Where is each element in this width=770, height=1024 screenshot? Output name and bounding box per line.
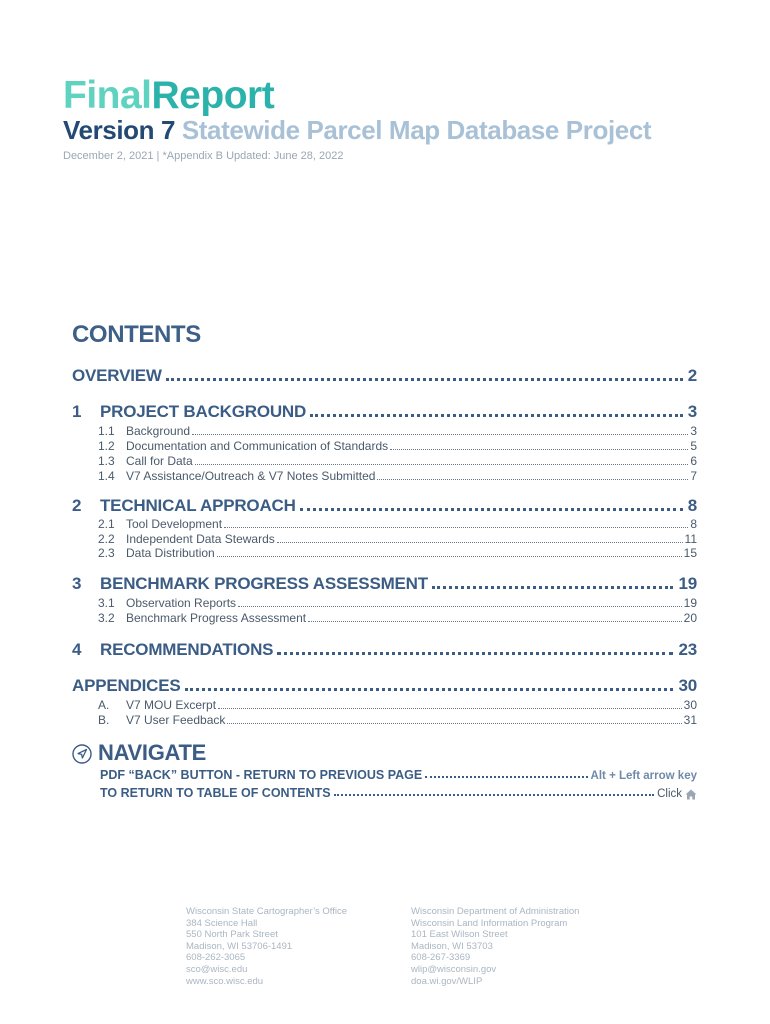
toc-subentry-page: 8 [690,517,697,531]
toc-leader [192,434,688,435]
toc-leader [166,378,683,381]
toc-subentry-data-distribution[interactable] [98,546,697,560]
toc-entry-title: TECHNICAL APPROACH [100,496,296,515]
sco-building: 384 Science Hall [186,917,258,929]
nav-toc-instruction[interactable] [100,786,697,800]
toc-subentry-background[interactable] [98,424,697,438]
toc-entry-recommendations[interactable] [72,640,697,660]
toc-entry-page: 23 [678,640,697,659]
toc-leader [277,542,683,543]
toc-leader [390,449,688,450]
toc-entry-benchmark[interactable] [72,574,697,594]
toc-subentry-title: Documentation and Communication of Standards [126,439,389,453]
toc-entry-page: 2 [687,366,697,385]
toc-subentry-call-for-data[interactable] [98,454,697,468]
toc-subentry-title: V7 User Feedback [126,713,226,727]
sco-website[interactable]: www.sco.wisc.edu [186,975,264,987]
sco-email[interactable]: sco@wisc.edu [186,963,248,975]
toc-subentry-title: Observation Reports [126,596,237,610]
toc-leader [185,688,674,691]
toc-subentry-number: B. [98,713,110,727]
toc-subentry-number: 1.1 [98,424,115,438]
toc-entry-title: BENCHMARK PROGRESS ASSESSMENT [100,574,428,593]
toc-entry-appendices[interactable] [72,676,697,696]
sco-phone: 608-262-3065 [186,952,246,964]
nav-leader [334,794,655,796]
sco-street: 550 North Park Street [186,929,278,941]
contents-heading: CONTENTS [72,321,201,348]
toc-subentry-page: 5 [690,439,697,453]
toc-subentry-mou-excerpt[interactable] [98,698,697,712]
toc-subentry-data-stewards[interactable] [98,532,697,546]
toc-subentry-page: 19 [683,596,697,610]
doa-program: Wisconsin Land Information Program [411,917,568,929]
toc-leader [224,527,688,528]
toc-entry-number: 3 [72,574,82,593]
subtitle-version: Version 7 [63,115,176,145]
title-word-final: Final [63,74,152,117]
toc-entry-number: 4 [72,640,82,659]
navigation-arrow-icon [72,744,92,764]
doa-city: Madison, WI 53703 [411,940,493,952]
report-date: December 2, 2021 | *Appendix B Updated: June 28, 2022 [63,150,344,162]
alt-key-label: Alt [590,770,606,782]
toc-subentry-title: V7 Assistance/Outreach & V7 Notes Submitted [126,469,376,483]
toc-subentry-number: 3.1 [98,596,115,610]
toc-subentry-user-feedback[interactable] [98,713,697,727]
toc-subentry-number: A. [98,698,110,712]
toc-leader [377,479,688,480]
toc-leader [218,708,682,709]
toc-subentry-page: 3 [690,424,697,438]
toc-entry-number: 2 [72,496,82,515]
toc-subentry-number: 1.4 [98,469,115,483]
toc-subentry-number: 2.2 [98,532,115,546]
doa-name: Wisconsin Department of Administration [411,906,580,917]
left-arrow-key-label: Left arrow key [619,770,697,782]
toc-subentry-title: Tool Development [126,517,223,531]
toc-subentry-number: 3.2 [98,611,115,625]
toc-leader [300,508,683,511]
nav-back-label: PDF “BACK” BUTTON - RETURN TO PREVIOUS PAGE [100,768,423,782]
sco-city: Madison, WI 53706-1491 [186,940,293,952]
toc-entry-overview[interactable] [72,366,697,386]
sco-name: Wisconsin State Cartographer’s Office [186,906,348,917]
toc-subentry-title: Background [126,424,191,438]
toc-subentry-number: 1.2 [98,439,115,453]
toc-subentry-title: V7 MOU Excerpt [126,698,217,712]
nav-back-hint [591,770,697,782]
toc-subentry-page: 7 [690,469,697,483]
toc-subentry-assistance[interactable] [98,469,697,483]
nav-leader [425,776,587,778]
home-icon[interactable] [685,789,697,800]
toc-subentry-benchmark-assessment[interactable] [98,611,697,625]
sco-address-block [186,906,347,987]
subtitle-project: Statewide Parcel Map Database Project [181,115,652,145]
toc-entry-page: 30 [678,676,697,695]
nav-toc-label: TO RETURN TO TABLE OF CONTENTS [100,786,331,800]
report-title [63,76,274,116]
toc-entry-page: 3 [687,402,697,421]
toc-subentry-observation-reports[interactable] [98,596,697,610]
toc-subentry-number: 2.1 [98,517,115,531]
toc-leader [310,414,683,417]
toc-entry-title: PROJECT BACKGROUND [100,402,307,421]
report-subtitle [63,114,651,146]
toc-subentry-page: 30 [683,698,697,712]
toc-subentry-title: Data Distribution [126,546,215,560]
toc-subentry-page: 31 [683,713,697,727]
doa-email[interactable]: wlip@wisconsin.gov [411,963,497,975]
toc-leader [308,621,682,622]
navigate-heading: NAVIGATE [98,740,207,765]
toc-entry-title: RECOMMENDATIONS [100,640,274,659]
doa-address-block [411,906,579,987]
toc-leader [217,556,682,557]
toc-subentry-title: Independent Data Stewards [126,532,275,546]
toc-subentry-page: 20 [683,611,697,625]
toc-entry-page: 19 [678,574,697,593]
toc-subentry-number: 1.3 [98,454,115,468]
toc-leader [227,723,681,724]
toc-subentry-title: Call for Data [126,454,193,468]
toc-subentry-page: 6 [690,454,697,468]
toc-entry-technical-approach[interactable] [72,496,697,516]
title-word-report: Report [151,74,275,117]
doa-website[interactable]: doa.wi.gov/WLIP [411,975,483,987]
toc-leader [238,606,682,607]
toc-leader [277,652,673,655]
toc-entry-title: APPENDICES [72,676,181,695]
nav-back-instruction [100,768,697,782]
toc-leader [432,586,674,589]
toc-subentry-page: 11 [684,532,697,546]
toc-entry-page: 8 [687,496,697,515]
toc-subentry-documentation[interactable] [98,439,697,453]
toc-subentry-number: 2.3 [98,546,115,560]
toc-subentry-tool-development[interactable] [98,517,697,531]
nav-toc-hint: Click [657,788,682,800]
toc-entry-title: OVERVIEW [72,366,162,385]
toc-subentry-page: 15 [683,546,697,560]
toc-subentry-title: Benchmark Progress Assessment [126,611,307,625]
toc-leader [195,464,689,465]
toc-entry-project-background[interactable] [72,402,697,422]
toc-entry-number: 1 [72,402,82,421]
doa-phone: 608-267-3369 [411,952,471,964]
doa-street: 101 East Wilson Street [411,929,508,941]
plus-sign: + [609,770,616,782]
